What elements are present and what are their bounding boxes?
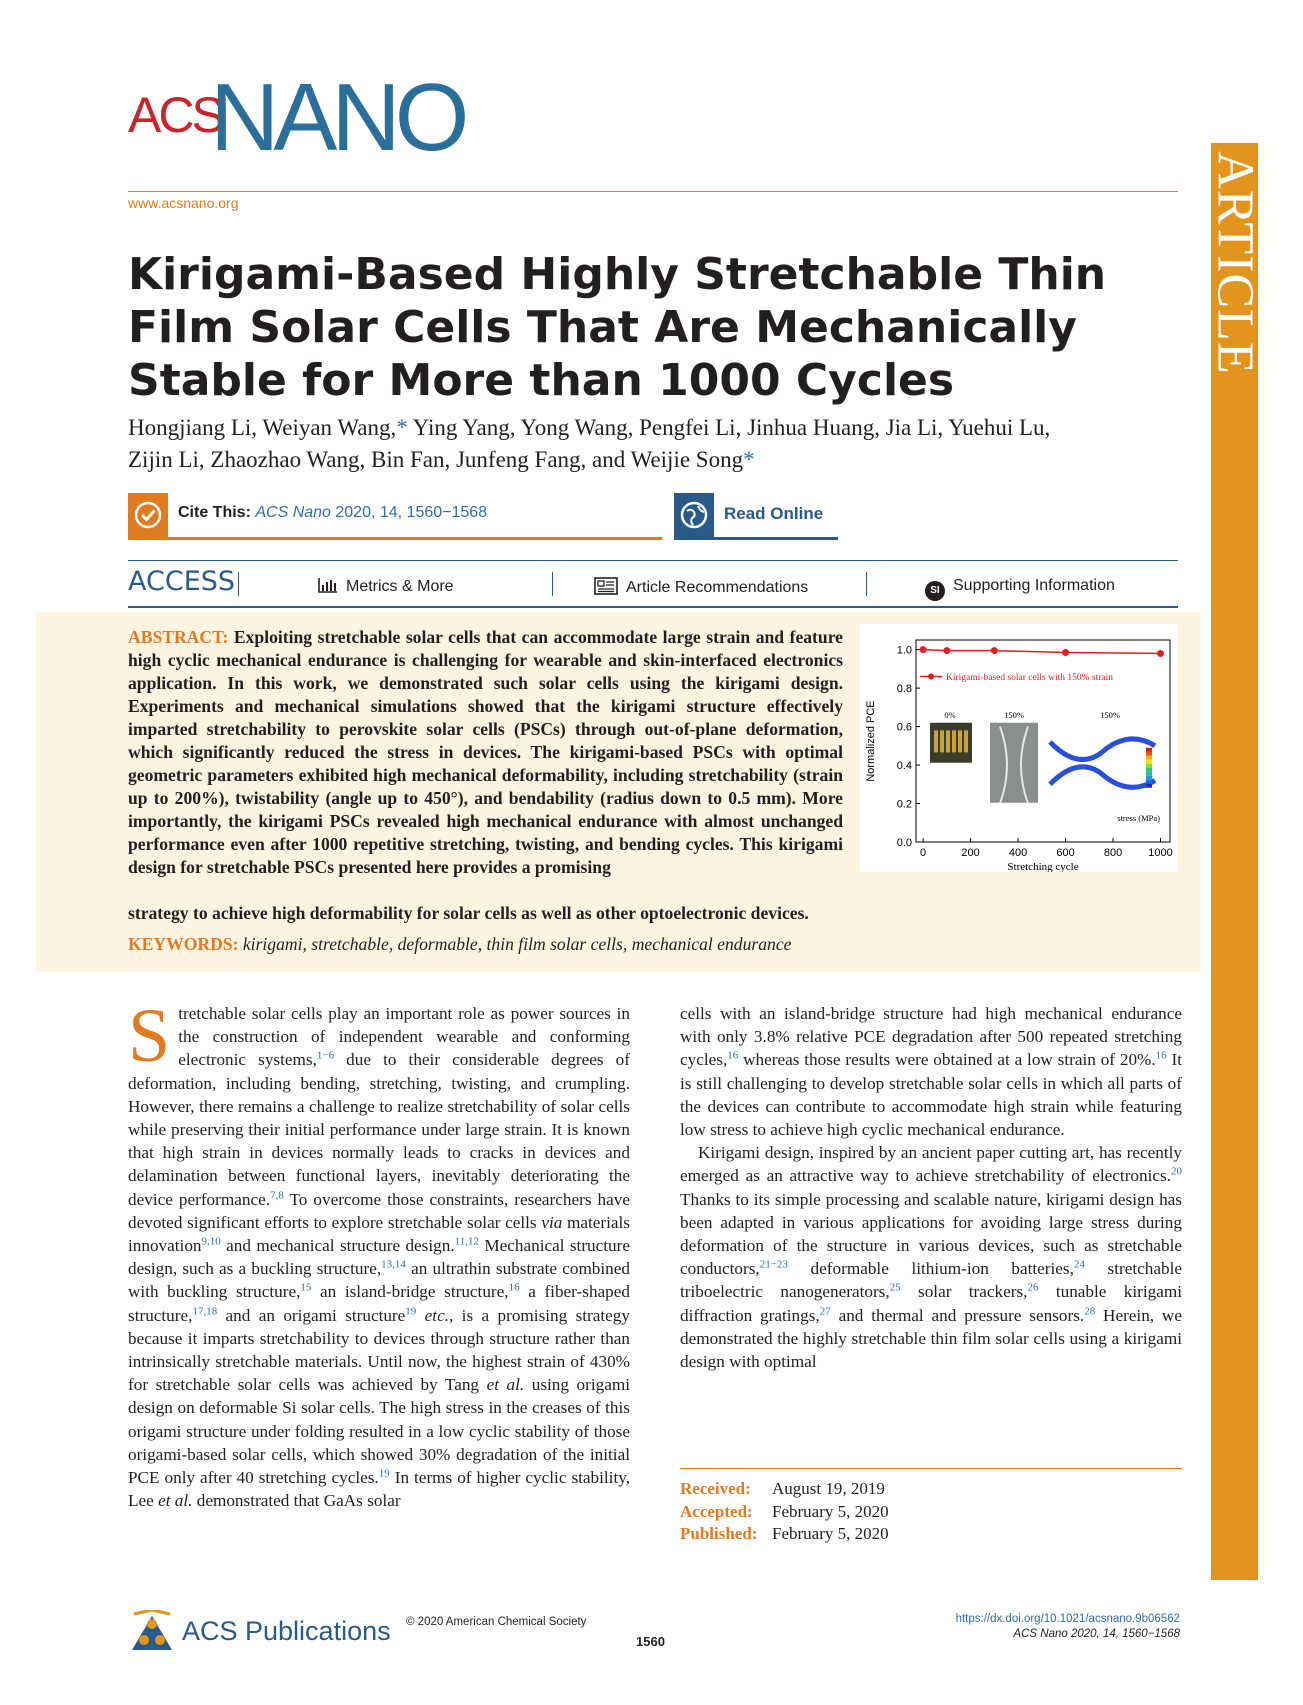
data-point (1062, 649, 1069, 656)
inset-label: 150% (1100, 709, 1120, 720)
cite-text (178, 504, 487, 522)
keywords (128, 933, 791, 956)
bar-chart-icon (318, 577, 338, 593)
access-separator (866, 572, 867, 596)
y-tick-label: 0.0 (896, 837, 912, 849)
metrics-label: Metrics & More (346, 578, 454, 595)
cite-label: Cite This: (178, 504, 251, 521)
body-column-1-text: tretchable solar cells play an important role as power sources in the construction of independent wearable and conforming electronic systems,$^{1-6}$ due to their considerable degrees of deformation, including bending, stretching, twisting, and crumpling. However, there remains a challenge to realize stretchability of solar cells while preserving their initial performance under large strain. It is known that high strain in devices normally leads to cracks in devices and delamination between functional layers, inevitably deteriorating the device performance.$^{7,8}$ To overcome those constraints, researchers have devoted significant efforts to explore stretchable solar cells via materials innovation$^{9,10}$ and mechanical structure design.$^{11,12}$ Mechanical structure design, such as a buckling structure,$^{13,14}$ an ultrathin substrate combined with buckling structure,$^{15}$ an island-bridge structure,$^{16}$ a fiber-shaped structure,$^{17,18}$ and an origami structure$^{19}$ etc., is a promising strategy because it imparts stretchability to devices through structure rather than intrinsically stretchable materials. Until now, the highest strain of 430% for stretchable solar cells was achieved by Tang et al. using origami design on deformable Si solar cells. The high stress in the creases of this origami structure under folding resulted in a low cyclic stability of those origami-based solar cells, which showed 30% degradation of the initial PCE only after 40 stretching cycles.$^{19}$ In terms of higher cyclic stability, Lee et al. demonstrated that GaAs solar (128, 1004, 631, 1511)
access-label: ACCESS (128, 566, 236, 597)
series-line (923, 650, 1160, 654)
copyright: © 2020 American Chemical Society (406, 1616, 587, 1628)
access-bar-bottom-rule (128, 606, 1178, 608)
cite-journal[interactable]: ACS Nano (255, 504, 331, 521)
acs-publications-logo-icon (128, 1610, 176, 1659)
y-tick-label: 0.6 (896, 721, 912, 734)
colorbar-swatch (1146, 776, 1152, 780)
abstract-label: ABSTRACT: (128, 627, 229, 647)
received-label: Received: (680, 1479, 751, 1498)
document-icon (594, 577, 618, 595)
cite-ref[interactable]: 2020, 14, 1560−1568 (330, 504, 488, 521)
colorbar-swatch (1146, 760, 1152, 764)
solar-cell-strip (940, 730, 944, 752)
simulation-upper (1050, 739, 1155, 760)
pce-chart (860, 624, 1178, 872)
header-rule (128, 191, 1178, 192)
accepted-label: Accepted: (680, 1501, 753, 1521)
colorbar-swatch (1146, 748, 1152, 752)
page-number: 1560 (636, 1634, 665, 1649)
journal-url[interactable]: www.acsnano.org (128, 195, 239, 211)
footer-citation: ACS Nano 2020, 14, 1560−1568 (1013, 1628, 1180, 1640)
keywords-label: KEYWORDS: (128, 934, 239, 954)
supporting-info-link[interactable] (925, 577, 1115, 601)
si-badge-icon: SI (925, 581, 945, 601)
supporting-info-label: Supporting Information (953, 577, 1115, 594)
abstract-body: Exploiting stretchable solar cells that can accommodate large strain and feature high cyclic mechanical endurance is challenging for wearable and skin-interfaced electronics application. In this work, we demonstrated such solar cells using the kirigami design. Experiments and mechanical simulations showed that the kirigami structure effectively imparted stretchability to perovskite solar cells (PSCs) through out-of-plane deformation, which significantly reduced the stress in devices. The kirigami-based PSCs with optimal geometric parameters exhibited high mechanical deformability, including stretchability (strain up to 200%), twistability (angle up to 450°), and bendability (radius down to 0.5 mm). More importantly, the kirigami PSCs revealed high mechanical endurance with almost unchanged performance even after 1000 repetitive stretching, twisting, and bending cycles. This kirigami design for stretchable PSCs presented here provides a promising (128, 627, 843, 877)
checkmark-icon (128, 493, 168, 537)
body-column-1 (128, 994, 631, 1512)
abstract-last-line: strategy to achieve high deformability for solar cells as well as other optoelectronic devices. (128, 903, 809, 923)
solar-cell-strip (946, 730, 950, 752)
read-online-label: Read Online (724, 504, 824, 523)
y-tick-label: 0.4 (896, 760, 912, 773)
abstract-figure (860, 624, 1178, 872)
dropcap: S (128, 994, 171, 1078)
access-separator (238, 572, 239, 596)
logo-nano: NANO (210, 64, 464, 171)
metrics-link[interactable] (318, 577, 454, 596)
doi-link[interactable]: https://dx.doi.org/10.1021/acsnano.9b06562 (955, 1613, 1180, 1625)
corresponding-author-star[interactable]: * (396, 415, 408, 440)
x-tick-label: 0 (920, 847, 927, 859)
accepted-row (680, 1501, 889, 1524)
colorbar-label: stress (MPa) (1117, 812, 1160, 823)
article-side-label-text: ARTICLE (1206, 151, 1263, 375)
x-tick-label: 200 (961, 847, 980, 859)
published-date: February 5, 2020 (772, 1524, 889, 1543)
data-point (943, 647, 950, 654)
author-list (128, 412, 1188, 476)
recommendations-label: Article Recommendations (626, 579, 809, 596)
x-tick-label: 800 (1103, 847, 1123, 859)
x-axis-label: Stretching cycle (1007, 861, 1079, 872)
legend-label: Kirigami-based solar cells with 150% strain (946, 673, 1114, 684)
received-date: August 19, 2019 (772, 1479, 885, 1498)
published-row (680, 1523, 889, 1546)
solar-cell-strip (952, 730, 956, 752)
dates-rule (680, 1468, 1182, 1469)
y-tick-label: 0.2 (896, 798, 912, 811)
inset-label: 150% (1004, 709, 1024, 720)
acs-publications-text: ACS Publications (182, 1616, 391, 1646)
data-point (991, 647, 998, 654)
solar-cell-strip (958, 730, 962, 752)
solar-cell-strip (964, 730, 968, 752)
colorbar-swatch (1146, 752, 1152, 756)
read-online-button[interactable] (674, 493, 838, 540)
colorbar-swatch (1146, 780, 1152, 784)
inset-label: 0% (944, 709, 956, 720)
access-bar-top-rule (128, 560, 1178, 561)
colorbar-swatch (1146, 772, 1152, 776)
inset-photo-stretched (990, 723, 1038, 803)
body-paragraph: Kirigami design, inspired by an ancient paper cutting art, has recently emerged as an attractive way to achieve stretchability of electronics.$^{20}$ Thanks to its simple processing and scalable nature, kirigami design has been adapted in various applications for avoiding large stress during deformation of the structure in various devices, such as stretchable conductors,$^{21-23}$ deformable lithium-ion batteries,$^{24}$ stretchable triboelectric nanogenerators,$^{25}$ solar trackers,$^{26}$ tunable kirigami diffraction gratings,$^{27}$ and thermal and pressure sensors.$^{28}$ Herein, we demonstrated the highly stretchable thin film solar cells using a kirigami design with optimal (680, 1143, 1183, 1372)
colorbar-swatch (1146, 756, 1152, 760)
x-tick-label: 600 (1056, 847, 1075, 859)
colorbar-swatch (1146, 764, 1152, 768)
y-tick-label: 1.0 (896, 644, 912, 657)
article-side-label (1206, 143, 1263, 383)
access-separator (552, 572, 553, 596)
body-column-2 (680, 1002, 1182, 1373)
y-axis-label: Normalized PCE (865, 700, 877, 782)
history-dates (680, 1478, 889, 1546)
abstract-text (128, 626, 843, 879)
legend-marker (928, 674, 934, 680)
globe-icon (674, 493, 714, 537)
inset-images (930, 710, 1160, 823)
y-tick-label: 0.8 (896, 683, 912, 696)
authors-line1-a[interactable]: Hongjiang Li, Weiyan Wang, (128, 415, 397, 440)
article-title: Kirigami-Based Highly Stretchable Thin Film Solar Cells That Are Mechanically Stable for More than 1000 Cycles (128, 249, 1107, 406)
solar-cell-strip (934, 730, 938, 752)
data-point (920, 646, 927, 653)
accepted-date: February 5, 2020 (772, 1501, 889, 1521)
recommendations-link[interactable] (594, 577, 808, 597)
data-point (1157, 650, 1164, 657)
x-tick-label: 1000 (1148, 847, 1173, 859)
colorbar-swatch (1146, 784, 1152, 788)
logo-acs: ACS (128, 87, 222, 143)
simulation-lower (1050, 767, 1155, 788)
cite-this-box[interactable] (128, 493, 662, 540)
authors-line2[interactable]: Zijin Li, Zhaozhao Wang, Bin Fan, Junfeng Fang, and Weijie Song (128, 447, 744, 472)
body-paragraph: cells with an island-bridge structure had high mechanical endurance with only 3.8% relative PCE degradation after 500 repeated stretching cycles,$^{16}$ whereas those results were obtained at a low strain of 20%.$^{16}$ It is still challenging to develop stretchable solar cells in which all parts of the devices can contribute to accommodate high strain while featuring low stress to achieve high cyclic mechanical endurance. (680, 1004, 1182, 1140)
x-tick-label: 400 (1008, 847, 1028, 859)
keywords-list: kirigami, stretchable, deformable, thin film solar cells, mechanical endurance (242, 934, 792, 954)
received-row (680, 1478, 889, 1501)
published-label: Published: (680, 1524, 758, 1543)
colorbar-swatch (1146, 768, 1152, 772)
authors-line1-b[interactable]: Ying Yang, Yong Wang, Pengfei Li, Jinhua Huang, Jia Li, Yuehui Lu, (407, 415, 1051, 440)
corresponding-author-star-2[interactable]: * (743, 447, 755, 472)
